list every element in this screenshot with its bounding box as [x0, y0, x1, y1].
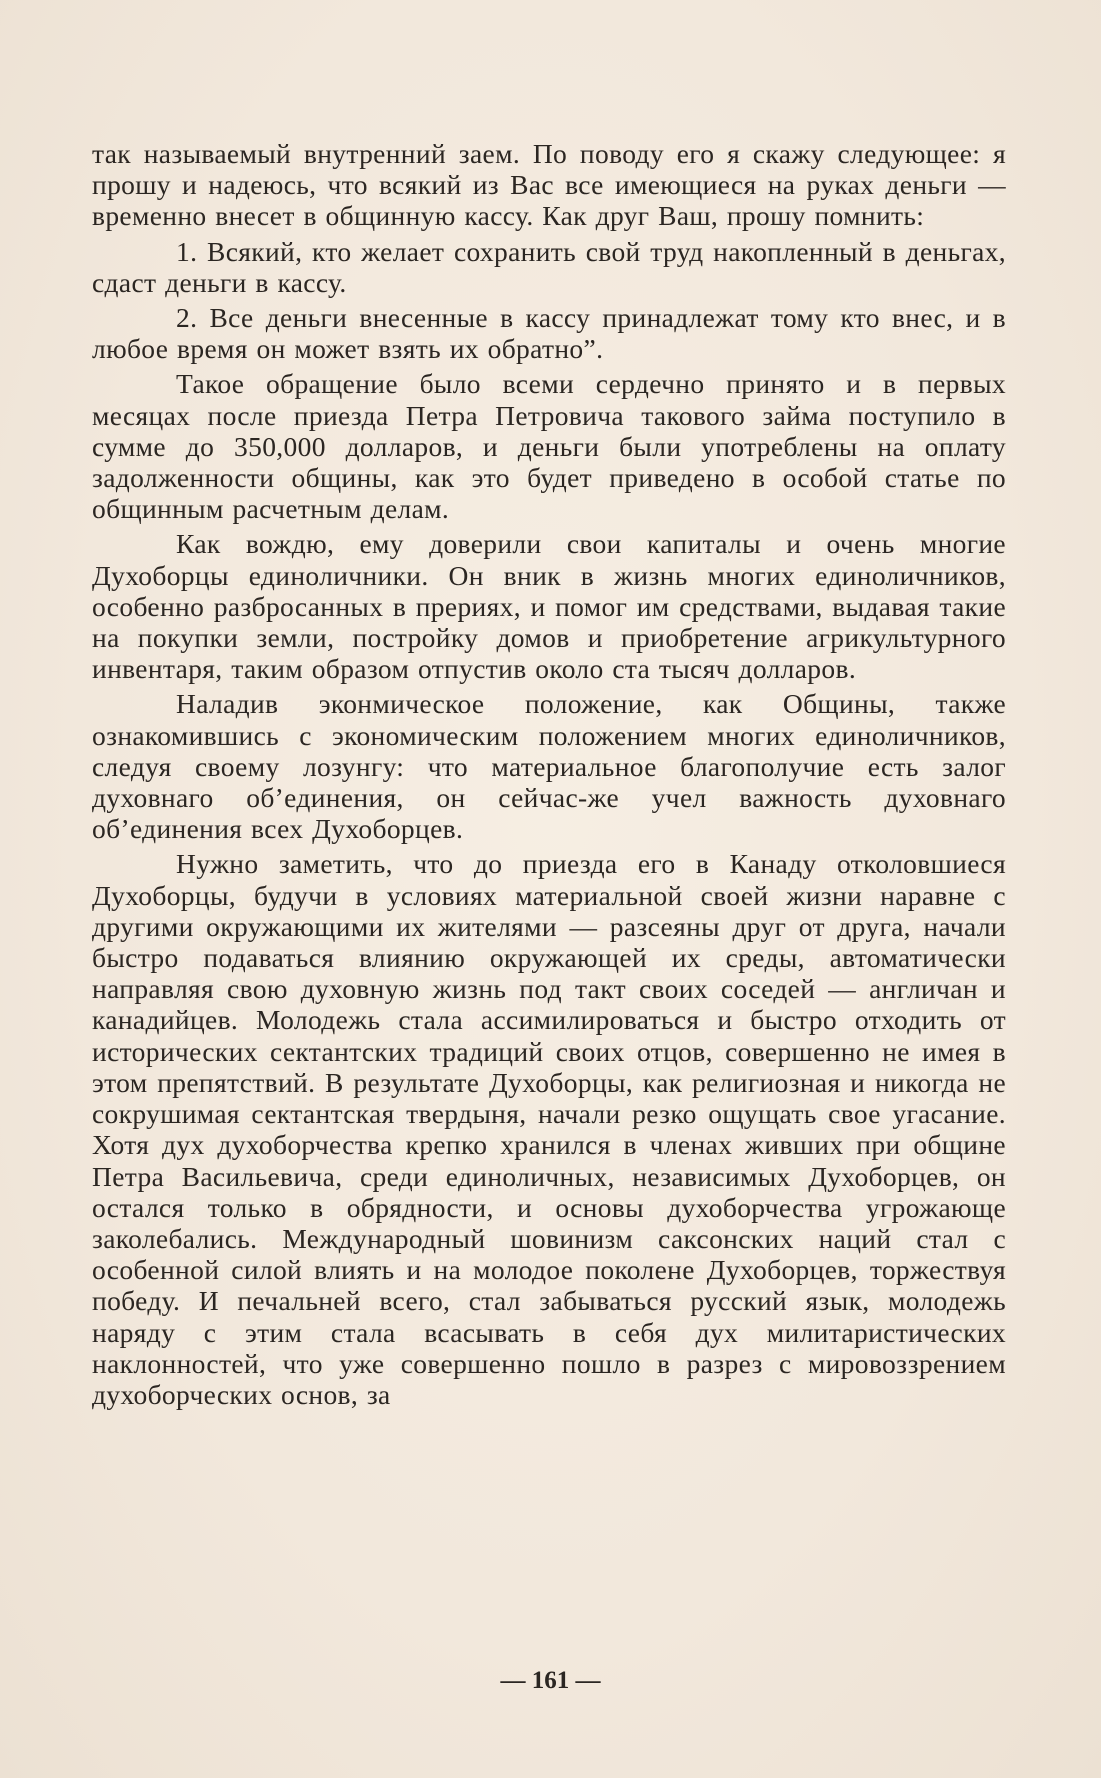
paragraph-5: Как вождю, ему доверили свои капиталы и очень многие Духоборцы единоличники. Он вник в жизнь многих единоличников, особенно разбросанных в прериях, и помог им средствами, выдавая такие на покупки земли, постройку домов и приобретение агрикультурного инвентаря, таким образом отпустив около ста тысяч долларов. — [92, 528, 1006, 685]
paragraph-4: Такое обращение было всеми сердечно принято и в первых месяцах после приезда Петра Петровича такового займа поступило в сумме до 350,000 долларов, и деньги были употреблены на оплату задолженности общины, как это будет приведено в особой статье по общинным расчетным делам. — [92, 368, 1006, 525]
paragraph-2: 1. Всякий, кто желает сохранить свой труд накопленный в деньгах, сдаст деньги в кассу. — [92, 235, 1006, 298]
paragraph-1: так называемый внутренний заем. По поводу его я скажу следующее: я прошу и надеюсь, что всякий из Вас все имеющиеся на руках деньги — временно внесет в общинную кассу. Как друг Ваш, прошу помнить: — [92, 138, 1006, 232]
paragraph-7: Нужно заметить, что до приезда его в Канаду отколовшиеся Духоборцы, будучи в условиях материальной своей жизни наравне с другими окружающими их жителями — разсеяны друг от друга, начали быстро подаваться влиянию окружающей их среды, автоматически направляя свою духовную жизнь под такт своих соседей — англичан и канадийцев. Молодежь стала ассимилироваться и быстро отходить от исторических сектантских традиций своих отцов, совершенно не имея в этом препятствий. В результате Духоборцы, как религиозная и никогда не сокрушимая сектантская твердыня, начали резко ощущать свое угасание. Хотя дух духоборчества крепко хранился в членах живших при общине Петра Васильевича, среди единоличных, независимых Духоборцев, он остался только в обрядности, и основы духоборчества угрожающе заколебались. Международный шовинизм саксонских наций стал с особенной силой влиять и на молодое поколене Духоборцев, торжествуя победу. И печальней всего, стал забываться русский язык, молодежь наряду с этим стала всасывать в себя дух милитаристических наклонностей, что уже совершенно пошло в разрез с мировоззрением духоборческих основ, за — [92, 848, 1006, 1410]
page-number: — 161 — — [500, 1667, 601, 1694]
paragraph-6: Наладив эконмическое положение, как Общины, также ознакомившись с экономическим положением многих единоличников, следуя своему лозунгу: что материальное благополучие есть залог духовнаго об’единения, он сейчас-же учел важность духовнаго об’единения всех Духоборцев. — [92, 688, 1006, 845]
body-text — [92, 138, 1006, 1414]
paragraph-3: 2. Все деньги внесенные в кассу принадлежат тому кто внес, и в любое время он может взять их обратно”. — [92, 302, 1006, 365]
